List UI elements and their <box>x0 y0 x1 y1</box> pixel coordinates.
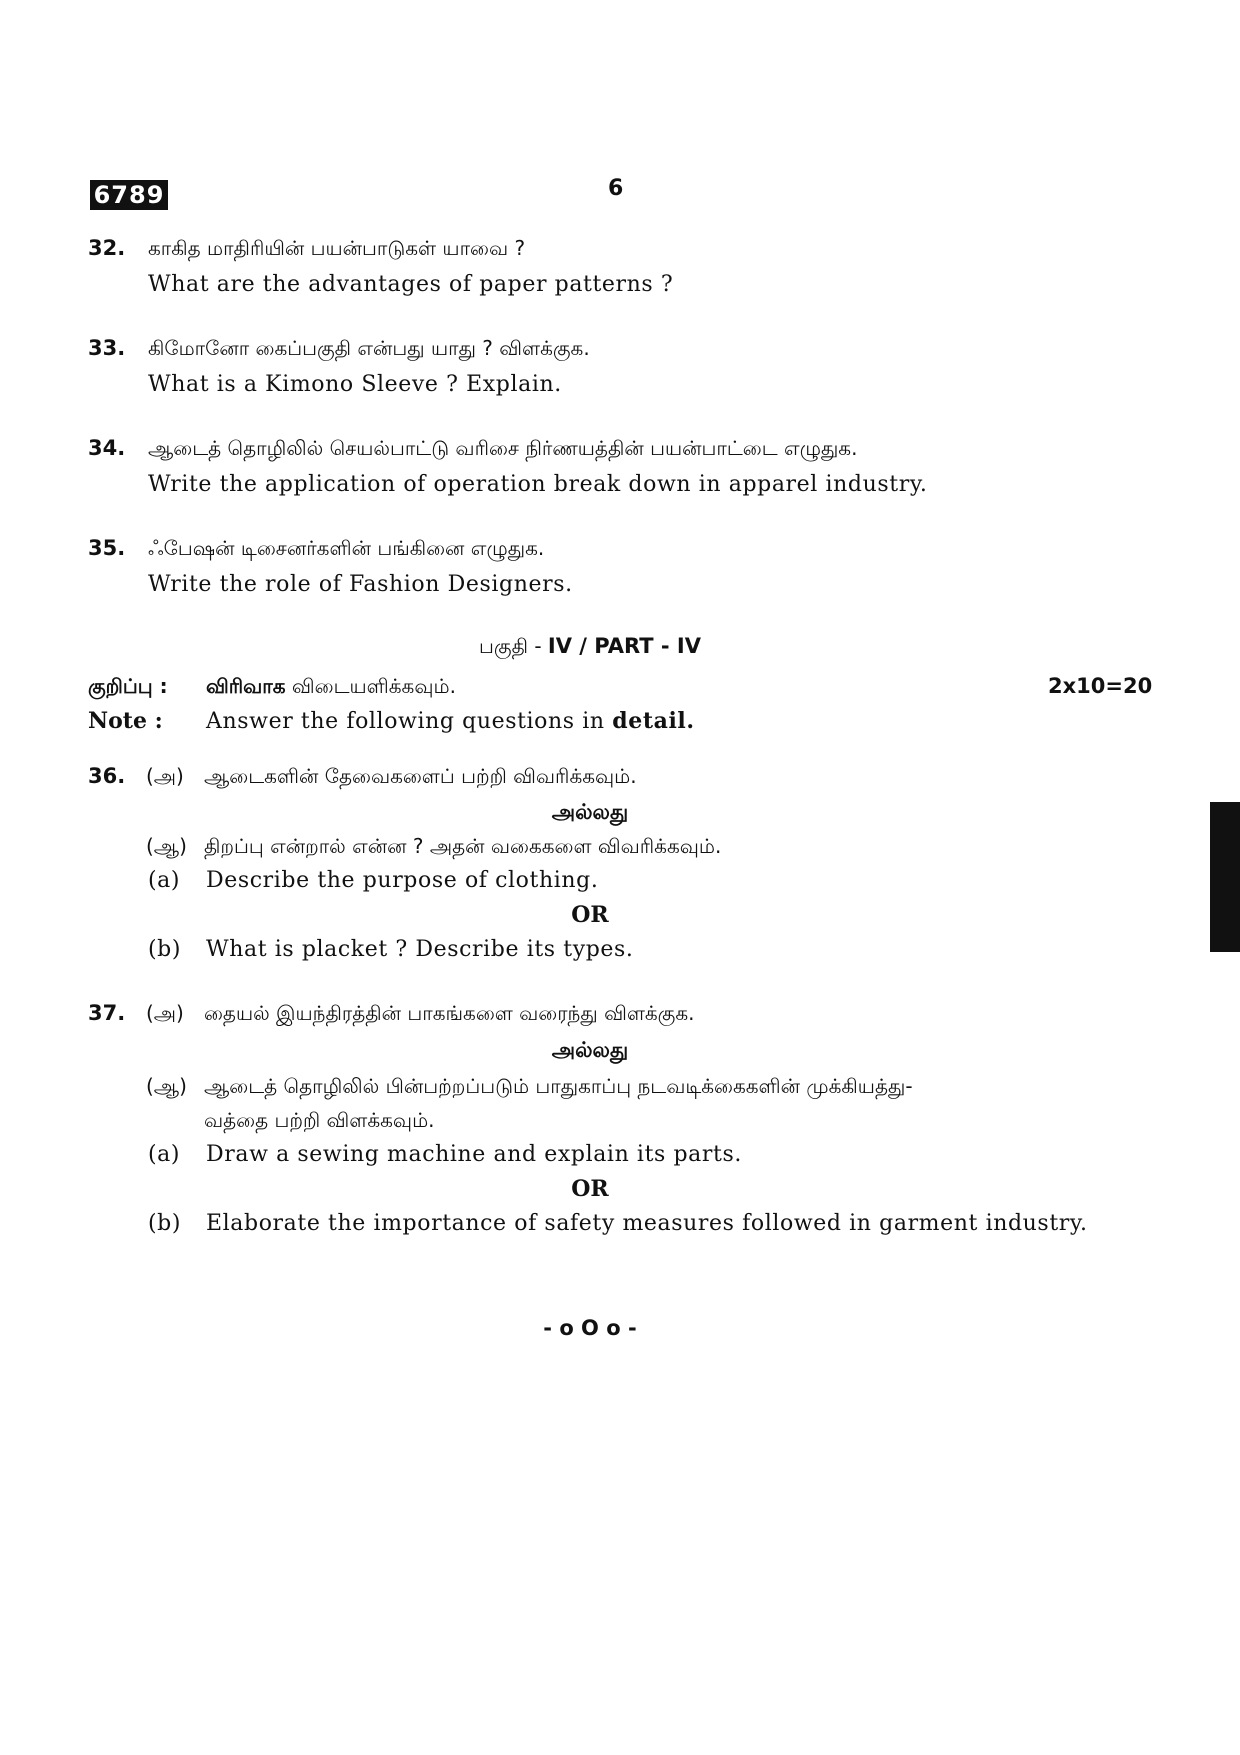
note-text-tamil: விடையளிக்கவும். <box>291 674 456 698</box>
note-tamil <box>206 674 456 701</box>
option-b-english: Elaborate the importance of safety measures followed in garment industry. <box>206 1211 1088 1236</box>
section-heading-english: IV / PART - IV <box>547 634 701 658</box>
option-label: (b) <box>148 937 182 962</box>
page-edge-tab <box>1210 802 1240 952</box>
question-tamil: காகித மாதிரியின் பயன்பாடுகள் யாவை ? <box>148 236 526 260</box>
page-number: 6 <box>608 176 624 201</box>
option-a-english: Describe the purpose of clothing. <box>206 868 599 893</box>
note-label-tamil: குறிப்பு : <box>88 674 168 698</box>
end-mark: - o O o - <box>543 1316 637 1340</box>
note-english <box>206 708 695 734</box>
option-b-tamil-line1: ஆடைத் தொழிலில் பின்பற்றப்படும் பாதுகாப்பு நடவடிக்கைகளின் முக்கியத்து- <box>204 1074 913 1098</box>
question-tamil: ஆடைத் தொழிலில் செயல்பாட்டு வரிசை நிர்ணயத்தின் பயன்பாட்டை எழுதுக. <box>148 436 858 460</box>
note-bold-tamil: விரிவாக <box>206 674 286 698</box>
question-number: 35. <box>88 536 126 560</box>
or-english: OR <box>571 1176 609 1202</box>
paper-code-badge: 6789 <box>90 180 168 210</box>
question-english: Write the application of operation break down in apparel industry. <box>148 472 928 497</box>
option-a-tamil: ஆடைகளின் தேவைகளைப் பற்றி விவரிக்கவும். <box>204 764 637 788</box>
question-english: What are the advantages of paper patterns ? <box>148 272 674 297</box>
option-a-tamil: தையல் இயந்திரத்தின் பாகங்களை வரைந்து விளக்குக. <box>204 1001 695 1025</box>
option-label: (b) <box>148 1211 182 1236</box>
question-tamil: கிமோனோ கைப்பகுதி என்பது யாது ? விளக்குக. <box>148 336 590 360</box>
question-number: 36. <box>88 764 126 788</box>
section-heading <box>0 634 1180 661</box>
or-tamil: அல்லது <box>551 800 629 824</box>
question-number: 37. <box>88 1001 126 1025</box>
question-english: What is a Kimono Sleeve ? Explain. <box>148 372 562 397</box>
question-number: 33. <box>88 336 126 360</box>
option-b-tamil: திறப்பு என்றால் என்ன ? அதன் வகைகளை விவரிக்கவும். <box>204 834 722 858</box>
section-heading-separator: - <box>527 634 548 658</box>
note-text-english: Answer the following questions in <box>206 709 605 734</box>
question-number: 34. <box>88 436 126 460</box>
option-label-tamil: (அ) <box>146 764 184 788</box>
or-tamil: அல்லது <box>551 1038 629 1062</box>
option-b-tamil-line2: வத்தை பற்றி விளக்கவும். <box>204 1108 435 1132</box>
option-a-english: Draw a sewing machine and explain its parts. <box>206 1142 742 1167</box>
option-label-tamil: (ஆ) <box>146 834 187 858</box>
or-english: OR <box>571 902 609 928</box>
option-label: (a) <box>148 1142 181 1167</box>
question-tamil: ஃபேஷன் டிசைனர்களின் பங்கினை எழுதுக. <box>148 536 545 560</box>
question-number: 32. <box>88 236 126 260</box>
option-label-tamil: (ஆ) <box>146 1074 187 1098</box>
note-label-english: Note : <box>88 708 163 734</box>
marks-distribution: 2x10=20 <box>1048 674 1153 698</box>
option-label: (a) <box>148 868 181 893</box>
note-bold-english: detail. <box>612 708 695 734</box>
option-b-english: What is placket ? Describe its types. <box>206 937 634 962</box>
question-english: Write the role of Fashion Designers. <box>148 572 573 597</box>
option-label-tamil: (அ) <box>146 1001 184 1025</box>
section-heading-tamil: பகுதி <box>479 634 528 658</box>
